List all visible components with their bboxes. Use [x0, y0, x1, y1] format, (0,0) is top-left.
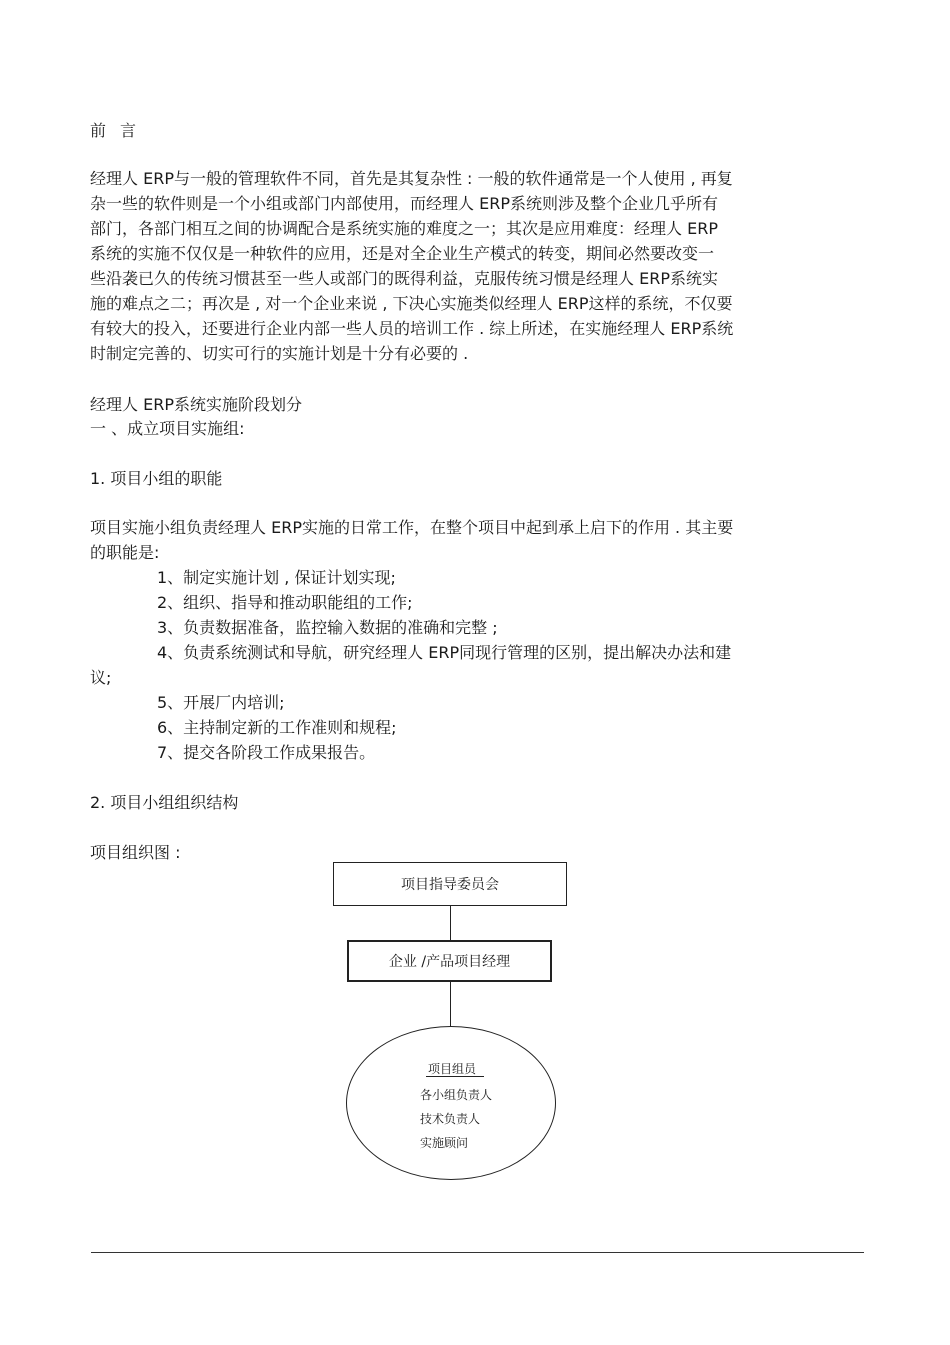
org-node-label: 企业 /产品项目经理: [388, 954, 511, 970]
org-members-title: 项目组员: [428, 1062, 477, 1076]
duties-line: 的职能是:: [90, 543, 160, 562]
intro-paragraph: [90, 166, 850, 366]
list-item: 1、制定实施计划 , 保证计划实现;: [157, 568, 396, 587]
list-item: 2、组织、指导和推动职能组的工作;: [157, 593, 413, 612]
org-chart-label: 项目组织图 :: [90, 843, 181, 862]
org-member: 各小组负责人: [420, 1088, 493, 1102]
preface-heading: 前言: [90, 121, 151, 140]
org-member: 实施顾问: [420, 1136, 469, 1150]
list-item: 6、主持制定新的工作准则和规程;: [157, 718, 397, 737]
list-item: 5、开展厂内培训;: [157, 693, 285, 712]
intro-line: 经理人 ERP与一般的管理软件不同，首先是其复杂性 : 一般的软件通常是一个人使用 , 再复: [90, 169, 733, 188]
footer-divider: [91, 1252, 864, 1253]
list-item-continuation: 议;: [90, 668, 112, 687]
intro-line: 部门，各部门相互之间的协调配合是系统实施的难度之一；其次是应用难度：经理人 ERP: [90, 219, 718, 238]
org-members-title-underline: [426, 1076, 484, 1077]
list-item: 7、提交各阶段工作成果报告。: [157, 743, 376, 762]
subsection-1-title: 1. 项目小组的职能: [90, 469, 223, 488]
intro-line: 些沿袭已久的传统习惯甚至一些人或部门的既得利益，克服传统习惯是经理人 ERP系统实: [90, 269, 718, 288]
org-node-label: 项目指导委员会: [401, 877, 499, 893]
list-item: 4、负责系统测试和导航，研究经理人 ERP同现行管理的区别，提出解决办法和建: [157, 643, 732, 662]
subsection-2-title: 2. 项目小组组织结构: [90, 793, 239, 812]
duties-line: 项目实施小组负责经理人 ERP实施的日常工作，在整个项目中起到承上启下的作用 . 其主要: [90, 518, 734, 537]
section-title: 经理人 ERP系统实施阶段划分: [90, 395, 302, 414]
intro-line: 系统的实施不仅仅是一种软件的应用，还是对全企业生产模式的转变，期间必然要改变一: [90, 244, 715, 263]
list-item: 3、负责数据准备，监控输入数据的准确和完整 ;: [157, 618, 498, 637]
intro-line: 施的难点之二；再次是 , 对一个企业来说 , 下决心实施类似经理人 ERP这样的系统，不仅要: [90, 294, 733, 313]
org-connector: [450, 905, 451, 940]
duties-list: [90, 565, 850, 765]
intro-line: 有较大的投入，还要进行企业内部一些人员的培训工作 . 综上所述，在实施经理人 ERP系统: [90, 319, 734, 338]
intro-line: 时制定完善的、切实可行的实施计划是十分有必要的 .: [90, 344, 469, 363]
intro-line: 杂一些的软件则是一个小组或部门内部使用，而经理人 ERP系统则涉及整个企业几乎所有: [90, 194, 718, 213]
step-one-heading: 一 、成立项目实施组:: [90, 419, 245, 438]
org-node-project-manager: [347, 940, 552, 982]
org-node-steering-committee: [333, 862, 567, 906]
org-node-members: [346, 1026, 556, 1180]
org-member: 技术负责人: [420, 1112, 481, 1126]
org-connector: [450, 980, 451, 1028]
duties-paragraph: [90, 515, 850, 565]
